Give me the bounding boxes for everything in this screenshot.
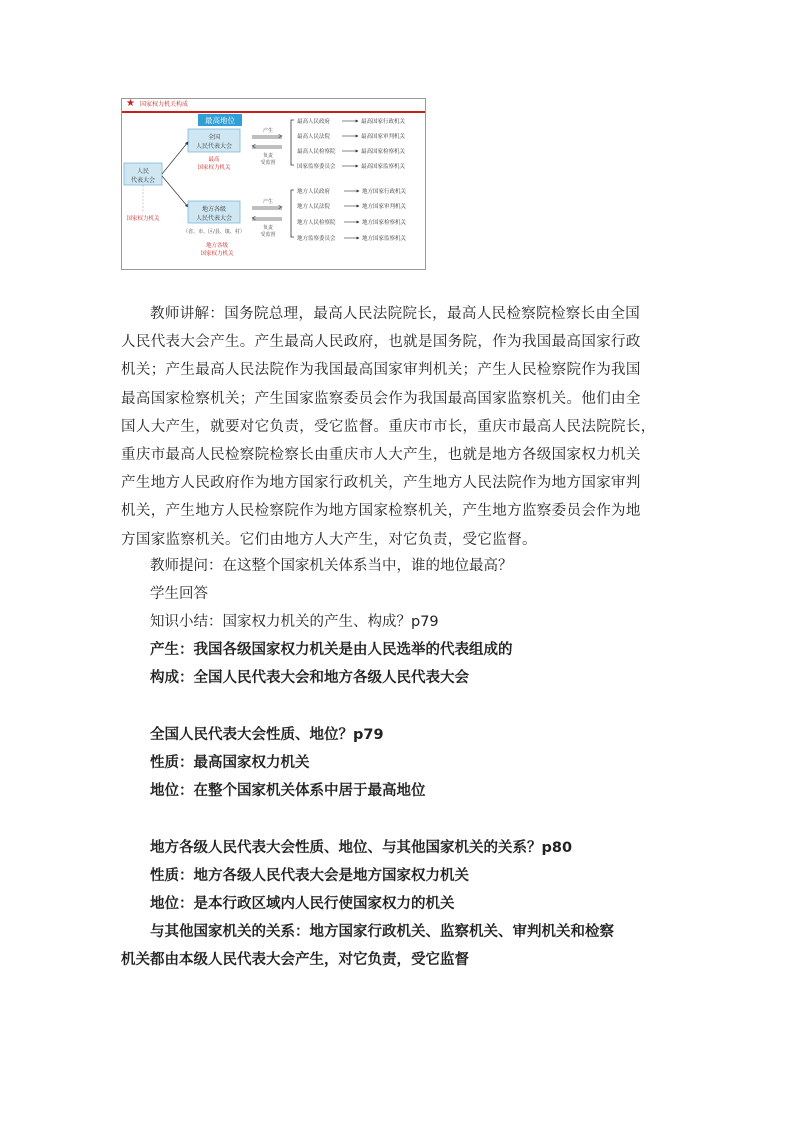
- bottom-item-3: [297, 218, 407, 226]
- top-item-2-from: 最高人民法院: [297, 134, 331, 140]
- top-item-1: [297, 117, 406, 125]
- summary-1-produce: 产生：我国各级国家权力机关是由人民选举的代表组成的: [150, 642, 513, 658]
- lecture-line: 国人大产生，就要对它负责，受它监督。重庆市市长，重庆市最高人民法院院长，: [121, 418, 656, 435]
- npc-box-line1: 全国: [207, 134, 221, 141]
- diagram-svg: [122, 99, 425, 269]
- bottom-arrow-supervised: 受监督: [260, 232, 276, 238]
- lecture-line: 最高国家检察机关；产生国家监察委员会作为我国最高国家监察机关。他们由全: [121, 390, 641, 407]
- bottom-item-4: [297, 234, 407, 242]
- summary-3-relation-line1: 与其他国家机关的关系：地方国家行政机关、监察机关、审判机关和检察: [150, 924, 614, 940]
- summary-1-title: 知识小结：国家权力机关的产生、构成？p79: [150, 614, 439, 630]
- people-congress-line1: 人民: [136, 168, 150, 175]
- top-item-4: [297, 162, 406, 170]
- lecture-line: 机关；产生最高人民法院作为我国最高国家审判机关；产生人民检察院作为我国: [121, 362, 641, 379]
- top-arrow-supervised: 受监督: [260, 160, 276, 166]
- bottom-arrow-produce: 产生: [262, 199, 274, 205]
- lecture-line: 方国家监察机关。它们由地方人大产生，对它负责，受它监督。: [121, 531, 537, 548]
- bottom-item-2: [297, 202, 407, 210]
- top-item-2: [297, 132, 406, 140]
- npc-sub-line1: 最高: [208, 157, 220, 163]
- local-box-line1: 地方各级: [201, 206, 227, 213]
- bottom-item-3-to: 地方国家检察机关: [362, 220, 407, 226]
- lecture-line: 人民代表大会产生。产生最高人民政府，也就是国务院，作为我国最高国家行政: [121, 334, 641, 351]
- lecture-paragraph: [121, 300, 681, 554]
- local-sub-line1: 地方各级: [205, 243, 229, 249]
- lecture-line: 产生地方人民政府作为地方国家行政机关，产生地方人民法院作为地方国家审判: [121, 475, 641, 492]
- summary-2-title: 全国人民代表大会性质、地位？p79: [150, 727, 384, 743]
- teacher-question: 教师提问：在这整个国家机关体系当中，谁的地位最高？: [150, 558, 513, 574]
- lecture-line: 重庆市最高人民检察院检察长由重庆市人大产生，也就是地方各级国家权力机关: [121, 447, 641, 464]
- local-box-line2: 人民代表大会: [195, 215, 233, 222]
- top-item-4-from: 国家监察委员会: [297, 164, 336, 170]
- star-icon: ★: [126, 98, 135, 109]
- top-item-4-to: 最高国家监察机关: [361, 164, 406, 170]
- lecture-line: 教师讲解：国务院总理，最高人民法院院长，最高人民检察院检察长由全国: [150, 306, 641, 322]
- diagram-title: 国家权力机关构成: [140, 101, 189, 108]
- summary-2-status: 地位：在整个国家机关体系中居于最高地位: [150, 783, 426, 799]
- people-congress-line2: 代表大会: [130, 177, 156, 184]
- top-item-3-from: 最高人民检察院: [297, 149, 336, 155]
- summary-3-status: 地位：是本行政区域内人民行使国家权力的机关: [150, 896, 455, 912]
- bottom-item-4-to: 地方国家监察机关: [362, 236, 407, 242]
- student-answer: 学生回答: [150, 586, 208, 602]
- lecture-line: 机关，产生地方人民检察院作为地方国家检察机关，产生地方监察委员会作为地: [121, 503, 641, 520]
- bottom-item-2-from: 地方人民法院: [297, 204, 331, 210]
- top-item-2-to: 最高国家审判机关: [361, 134, 406, 140]
- top-item-3: [297, 147, 406, 155]
- local-sub-line2: 国家权力机关: [200, 251, 234, 257]
- summary-2-nature: 性质：最高国家权力机关: [150, 755, 310, 771]
- top-item-1-from: 最高人民政府: [297, 119, 331, 125]
- top-arrow-produce: 产生: [262, 128, 274, 134]
- bottom-item-1: [297, 187, 407, 195]
- bottom-item-4-from: 地方监察委员会: [297, 236, 336, 242]
- bottom-item-3-from: 地方人民检察院: [297, 220, 336, 226]
- bottom-item-1-to: 地方国家行政机关: [362, 189, 407, 195]
- npc-sub-line2: 国家权力机关: [197, 165, 231, 171]
- bottom-arrow-responsible: 负责: [262, 225, 274, 231]
- bottom-item-1-from: 地方人民政府: [297, 189, 331, 195]
- state-power-label: 国家权力机关: [126, 216, 160, 222]
- summary-3-title: 地方各级人民代表大会性质、地位、与其他国家机关的关系？p80: [150, 840, 573, 856]
- summary-3-nature: 性质：地方各级人民代表大会是地方国家权力机关: [150, 868, 469, 884]
- summary-3-relation-line2: 机关都由本级人民代表大会产生，对它负责，受它监督: [121, 952, 469, 968]
- local-scope: （省、市、区/县、镇、村）: [183, 229, 245, 235]
- summary-1-compose: 构成：全国人民代表大会和地方各级人民代表大会: [150, 670, 469, 686]
- top-item-3-to: 最高国家检察机关: [361, 149, 406, 155]
- npc-box-line2: 人民代表大会: [195, 143, 233, 150]
- state-power-diagram: [121, 98, 426, 270]
- top-item-1-to: 最高国家行政机关: [361, 119, 406, 125]
- bottom-item-2-to: 地方国家审判机关: [362, 204, 407, 210]
- top-arrow-responsible: 负责: [262, 153, 274, 159]
- top-status-badge-text: 最高地位: [205, 116, 235, 125]
